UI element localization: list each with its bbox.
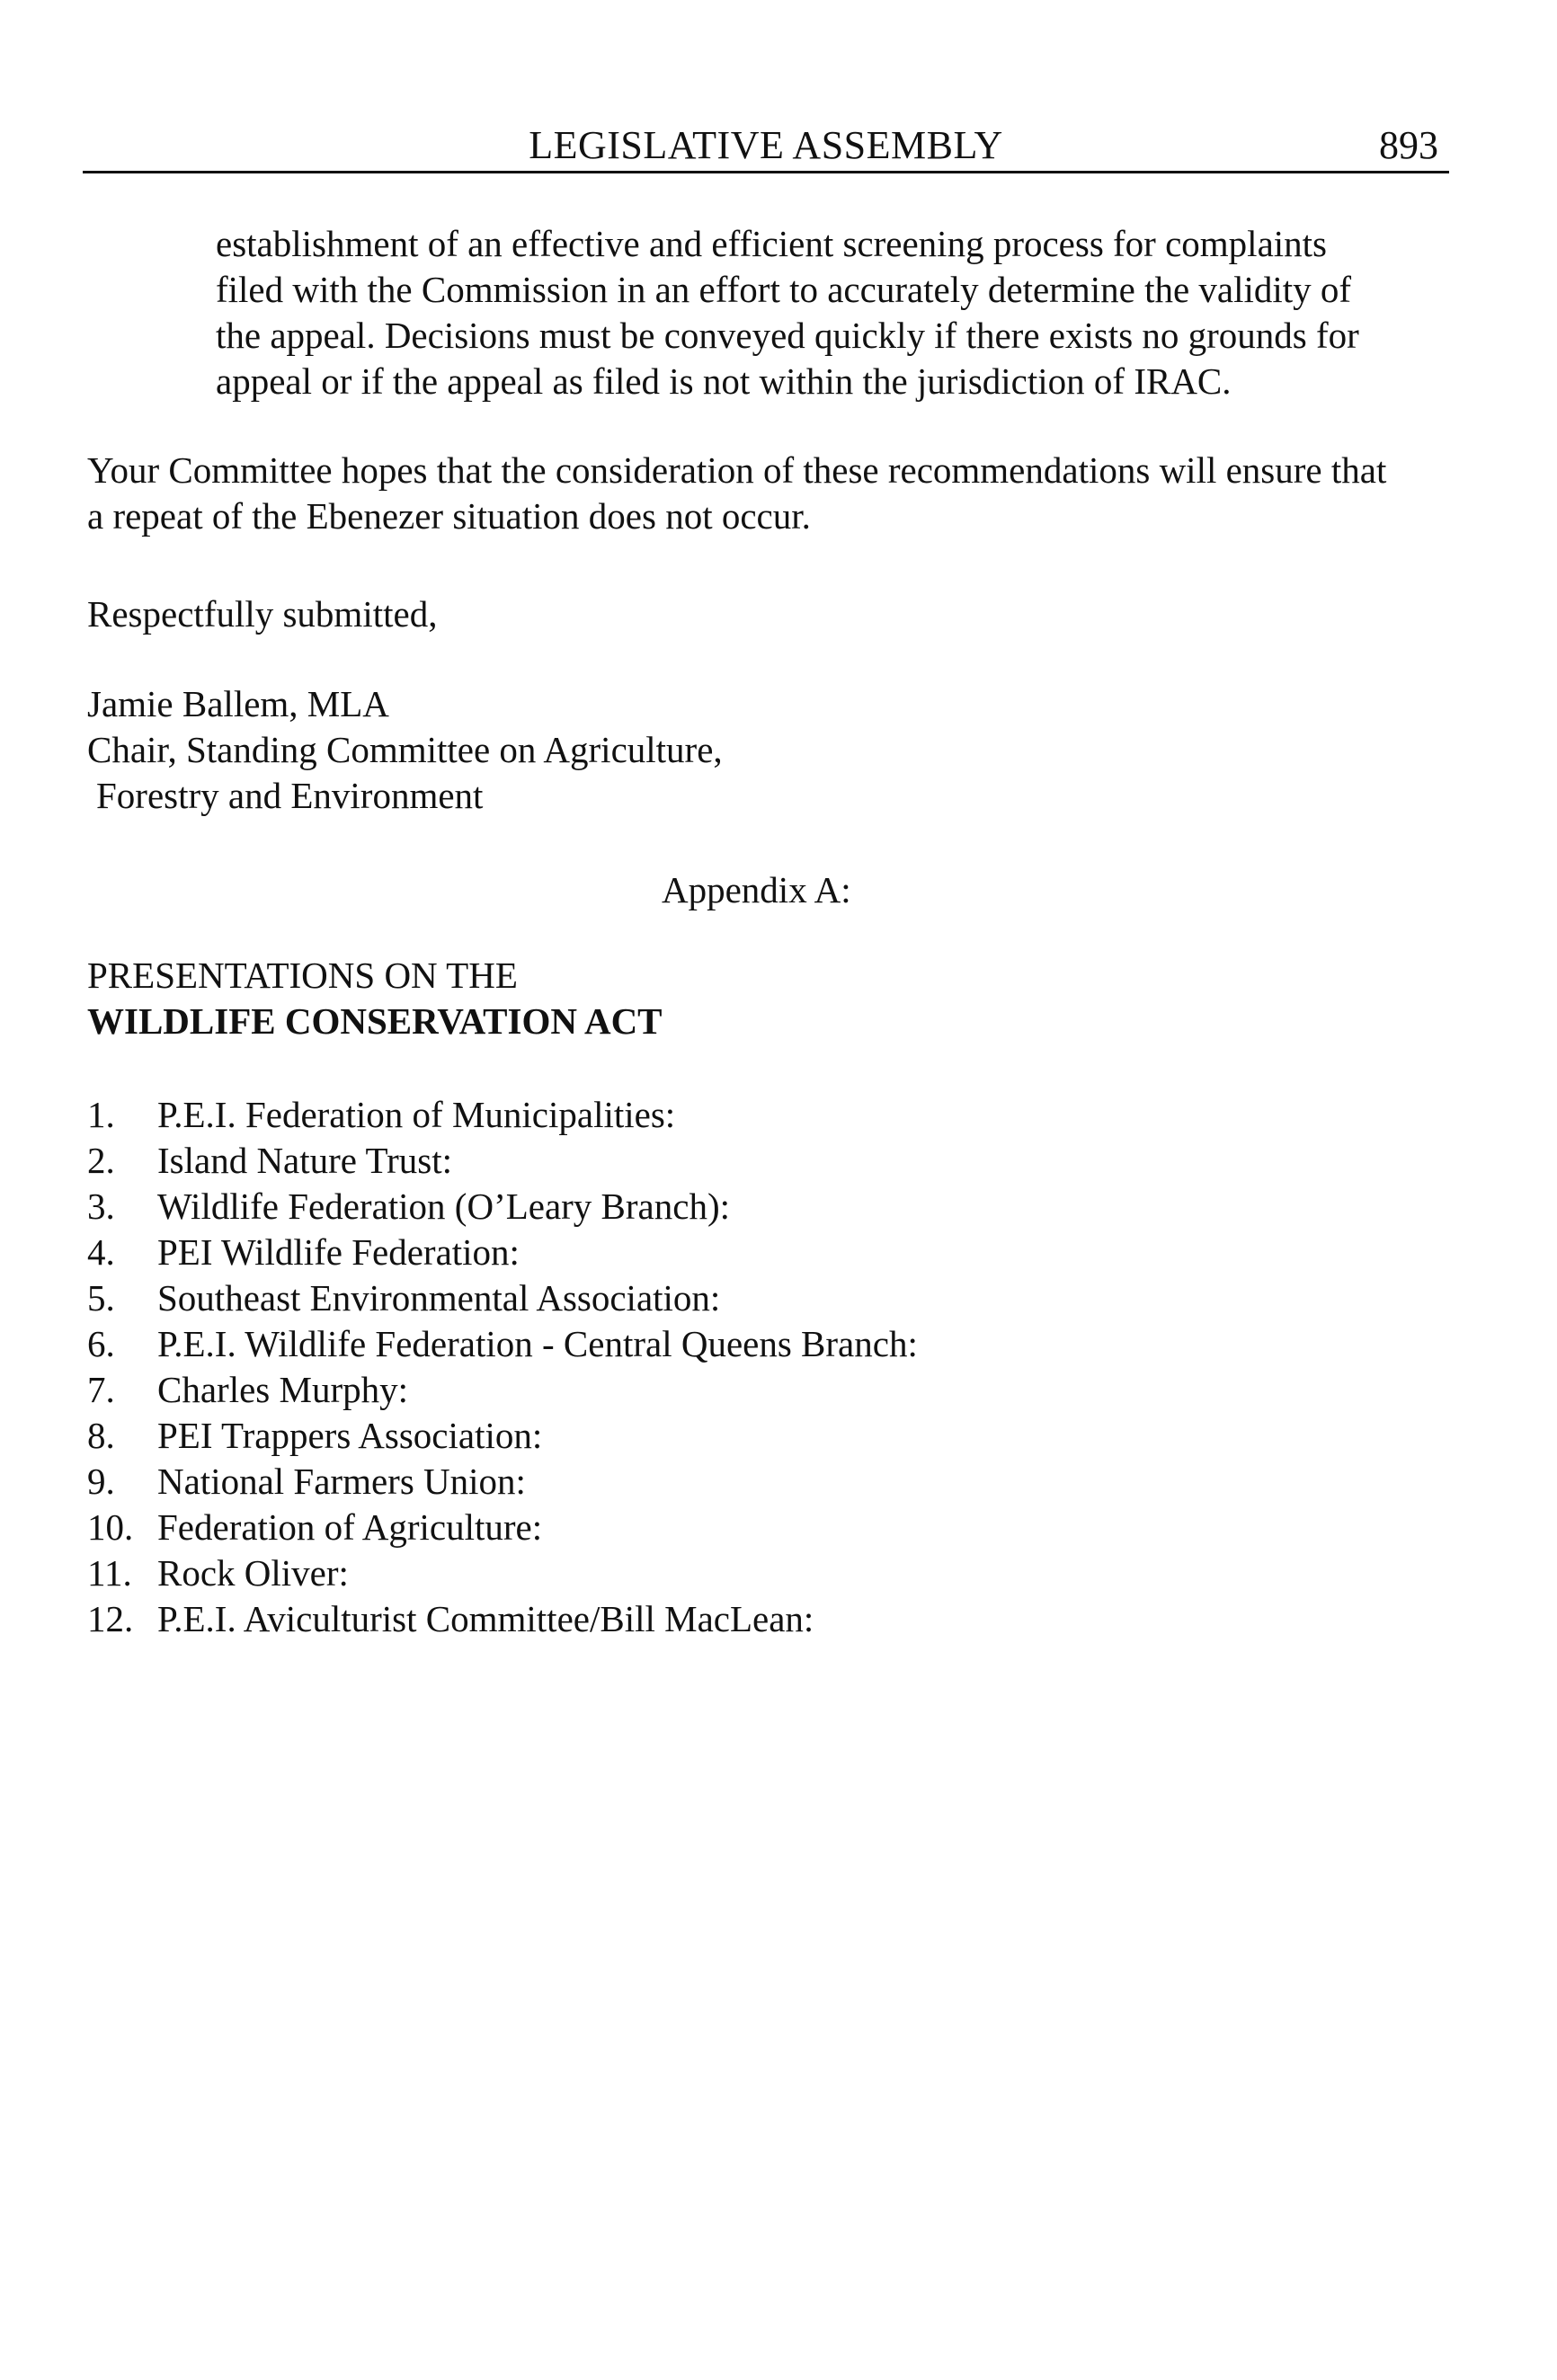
- list-item-number: 3.: [87, 1186, 115, 1227]
- presentations-heading-line: PRESENTATIONS ON THE: [87, 955, 518, 996]
- paragraph-line: establishment of an effective and efficient screening process for complaints: [216, 223, 1328, 264]
- list-item: [87, 1459, 918, 1505]
- list-item-text: P.E.I. Aviculturist Committee/Bill MacLean:: [157, 1598, 814, 1639]
- list-item-number: 11.: [87, 1552, 132, 1594]
- list-item-number: 1.: [87, 1094, 115, 1135]
- list-item-text: Wildlife Federation (O’Leary Branch):: [157, 1186, 731, 1227]
- running-title: LEGISLATIVE ASSEMBLY: [529, 123, 1003, 167]
- list-item-text: National Farmers Union:: [157, 1461, 526, 1502]
- list-item-number: 4.: [87, 1231, 115, 1273]
- list-item-number: 8.: [87, 1415, 115, 1456]
- list-item: [87, 1184, 918, 1230]
- presentations-heading: [87, 953, 663, 1044]
- list-item-text: PEI Trappers Association:: [157, 1415, 543, 1456]
- paragraph-line: Your Committee hopes that the consideration of these recommendations will ensure that: [87, 449, 1387, 491]
- list-item: [87, 1138, 918, 1184]
- paragraph-line: the appeal. Decisions must be conveyed quickly if there exists no grounds for: [216, 315, 1359, 356]
- list-item-text: Charles Murphy:: [157, 1369, 408, 1410]
- list-item: [87, 1230, 918, 1275]
- signatory-role: Chair, Standing Committee on Agriculture,: [87, 729, 723, 770]
- list-item: [87, 1505, 918, 1550]
- presentations-list: [87, 1092, 918, 1642]
- list-item: [87, 1550, 918, 1596]
- list-item-number: 2.: [87, 1140, 115, 1181]
- paragraph-line: appeal or if the appeal as filed is not within the jurisdiction of IRAC.: [216, 360, 1232, 402]
- appendix-label: Appendix A:: [662, 869, 851, 910]
- list-item: [87, 1596, 918, 1642]
- committee-hope-paragraph: [87, 448, 1454, 539]
- paragraph-line: a repeat of the Ebenezer situation does not occur.: [87, 495, 811, 537]
- page-header: [83, 119, 1449, 174]
- signatory-role-continued: Forestry and Environment: [96, 775, 484, 816]
- list-item: [87, 1321, 918, 1367]
- paragraph-line: filed with the Commission in an effort to accurately determine the validity of: [216, 269, 1352, 310]
- recommendation-continuation: [216, 221, 1447, 404]
- list-item-text: Federation of Agriculture:: [157, 1506, 543, 1548]
- act-title: WILDLIFE CONSERVATION ACT: [87, 1000, 663, 1042]
- list-item-text: Island Nature Trust:: [157, 1140, 452, 1181]
- list-item-number: 7.: [87, 1369, 115, 1410]
- list-item: [87, 1092, 918, 1138]
- list-item: [87, 1367, 918, 1413]
- list-item-number: 5.: [87, 1277, 115, 1319]
- header-rule: [83, 171, 1449, 173]
- list-item: [87, 1275, 918, 1321]
- list-item-text: P.E.I. Federation of Municipalities:: [157, 1094, 676, 1135]
- list-item-number: 10.: [87, 1506, 134, 1548]
- list-item-text: Southeast Environmental Association:: [157, 1277, 721, 1319]
- list-item-number: 6.: [87, 1323, 115, 1364]
- list-item-number: 9.: [87, 1461, 115, 1502]
- list-item-number: 12.: [87, 1598, 134, 1639]
- signatory-name: Jamie Ballem, MLA: [87, 683, 389, 724]
- list-item-text: PEI Wildlife Federation:: [157, 1231, 520, 1273]
- page-number: 893: [1379, 123, 1438, 167]
- list-item-text: Rock Oliver:: [157, 1552, 349, 1594]
- list-item: [87, 1413, 918, 1459]
- signature-block: [87, 681, 723, 819]
- closing-line: Respectfully submitted,: [87, 593, 438, 635]
- list-item-text: P.E.I. Wildlife Federation - Central Queens Branch:: [157, 1323, 918, 1364]
